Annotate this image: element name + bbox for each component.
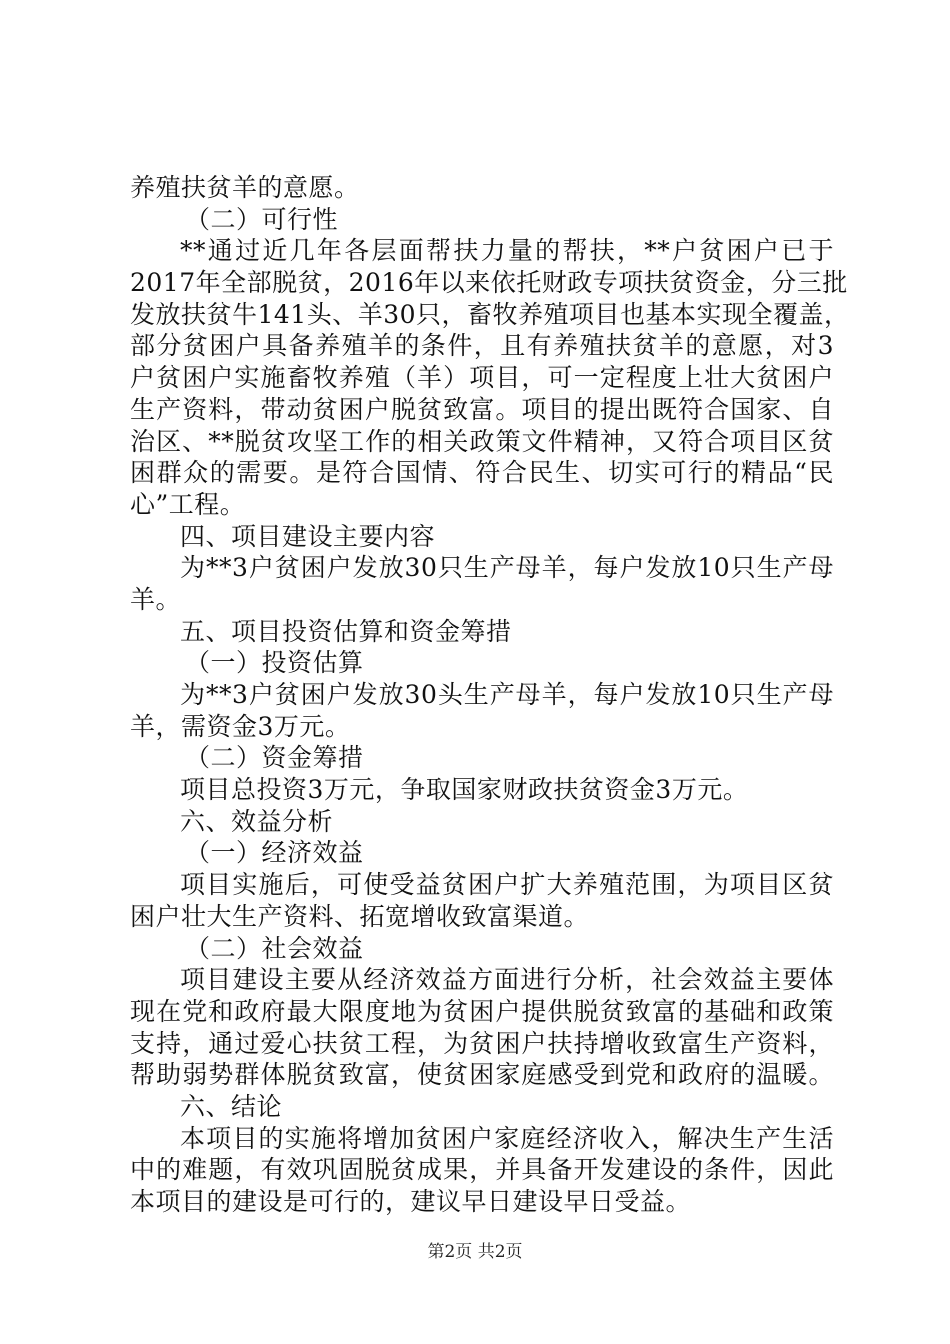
paragraph-line: 2017年全部脱贫，2016年以来依托财政专项扶贫资金，分三批	[130, 268, 848, 298]
paragraph-line: 心”工程。	[130, 489, 246, 519]
subheading: （一）经济效益	[185, 838, 364, 868]
page-number-footer: 第2页 共2页	[427, 1242, 523, 1262]
paragraph-line: 支持，通过爱心扶贫工程，为贫困户扶持增收致富生产资料，	[130, 1028, 834, 1058]
paragraph-line: 现在党和政府最大限度地为贫困户提供脱贫致富的基础和政策	[130, 996, 834, 1026]
subheading: （一）投资估算	[185, 648, 364, 678]
paragraph-line: 治区、**脱贫攻坚工作的相关政策文件精神，又符合项目区贫	[130, 426, 834, 456]
paragraph-line: 生产资料，带动贫困户脱贫致富。项目的提出既符合国家、自	[130, 394, 834, 424]
subheading: （二）社会效益	[185, 933, 364, 963]
paragraph-line: **通过近几年各层面帮扶力量的帮扶，**户贫困户已于	[180, 236, 834, 266]
section-heading: 六、结论	[180, 1091, 283, 1121]
paragraph-line: 困群众的需要。是符合国情、符合民生、切实可行的精品“民	[130, 458, 834, 488]
subheading: （二）可行性	[185, 204, 339, 234]
paragraph-line: 中的难题，有效巩固脱贫成果，并具备开发建设的条件，因此	[130, 1155, 834, 1185]
paragraph-line: 本项目的建设是可行的，建议早日建设早日受益。	[130, 1187, 692, 1216]
paragraph-line: 为**3户贫困户发放30头生产母羊，每户发放10只生产母	[180, 680, 834, 709]
paragraph-line: 养殖扶贫羊的意愿。	[130, 173, 360, 202]
paragraph-line: 项目建设主要从经济效益方面进行分析，社会效益主要体	[180, 965, 834, 995]
paragraph-line: 羊，需资金3万元。	[130, 711, 351, 741]
section-heading: 五、项目投资估算和资金筹措	[180, 616, 512, 646]
paragraph-line: 困户壮大生产资料、拓宽增收致富渠道。	[130, 901, 590, 931]
paragraph-line: 羊。	[130, 584, 182, 614]
paragraph-line: 部分贫困户具备养殖羊的条件，且有养殖扶贫羊的意愿，对3	[130, 331, 834, 361]
paragraph-line: 本项目的实施将增加贫困户家庭经济收入，解决生产生活	[180, 1123, 834, 1153]
paragraph-line: 项目实施后，可使受益贫困户扩大养殖范围，为项目区贫	[180, 870, 834, 900]
section-heading: 六、效益分析	[180, 806, 334, 836]
paragraph-line: 发放扶贫牛141头、羊30只，畜牧养殖项目也基本实现全覆盖，	[130, 299, 850, 329]
paragraph-line: 为**3户贫困户发放30只生产母羊，每户发放10只生产母	[180, 553, 834, 583]
paragraph-line: 项目总投资3万元，争取国家财政扶贫资金3万元。	[180, 775, 749, 805]
paragraph-line: 户贫困户实施畜牧养殖（羊）项目，可一定程度上壮大贫困户	[130, 363, 834, 393]
document-body	[130, 172, 850, 1218]
subheading: （二）资金筹措	[185, 743, 364, 773]
section-heading: 四、项目建设主要内容	[180, 521, 436, 551]
paragraph-line: 帮助弱势群体脱贫致富，使贫困家庭感受到党和政府的温暖。	[130, 1060, 834, 1090]
